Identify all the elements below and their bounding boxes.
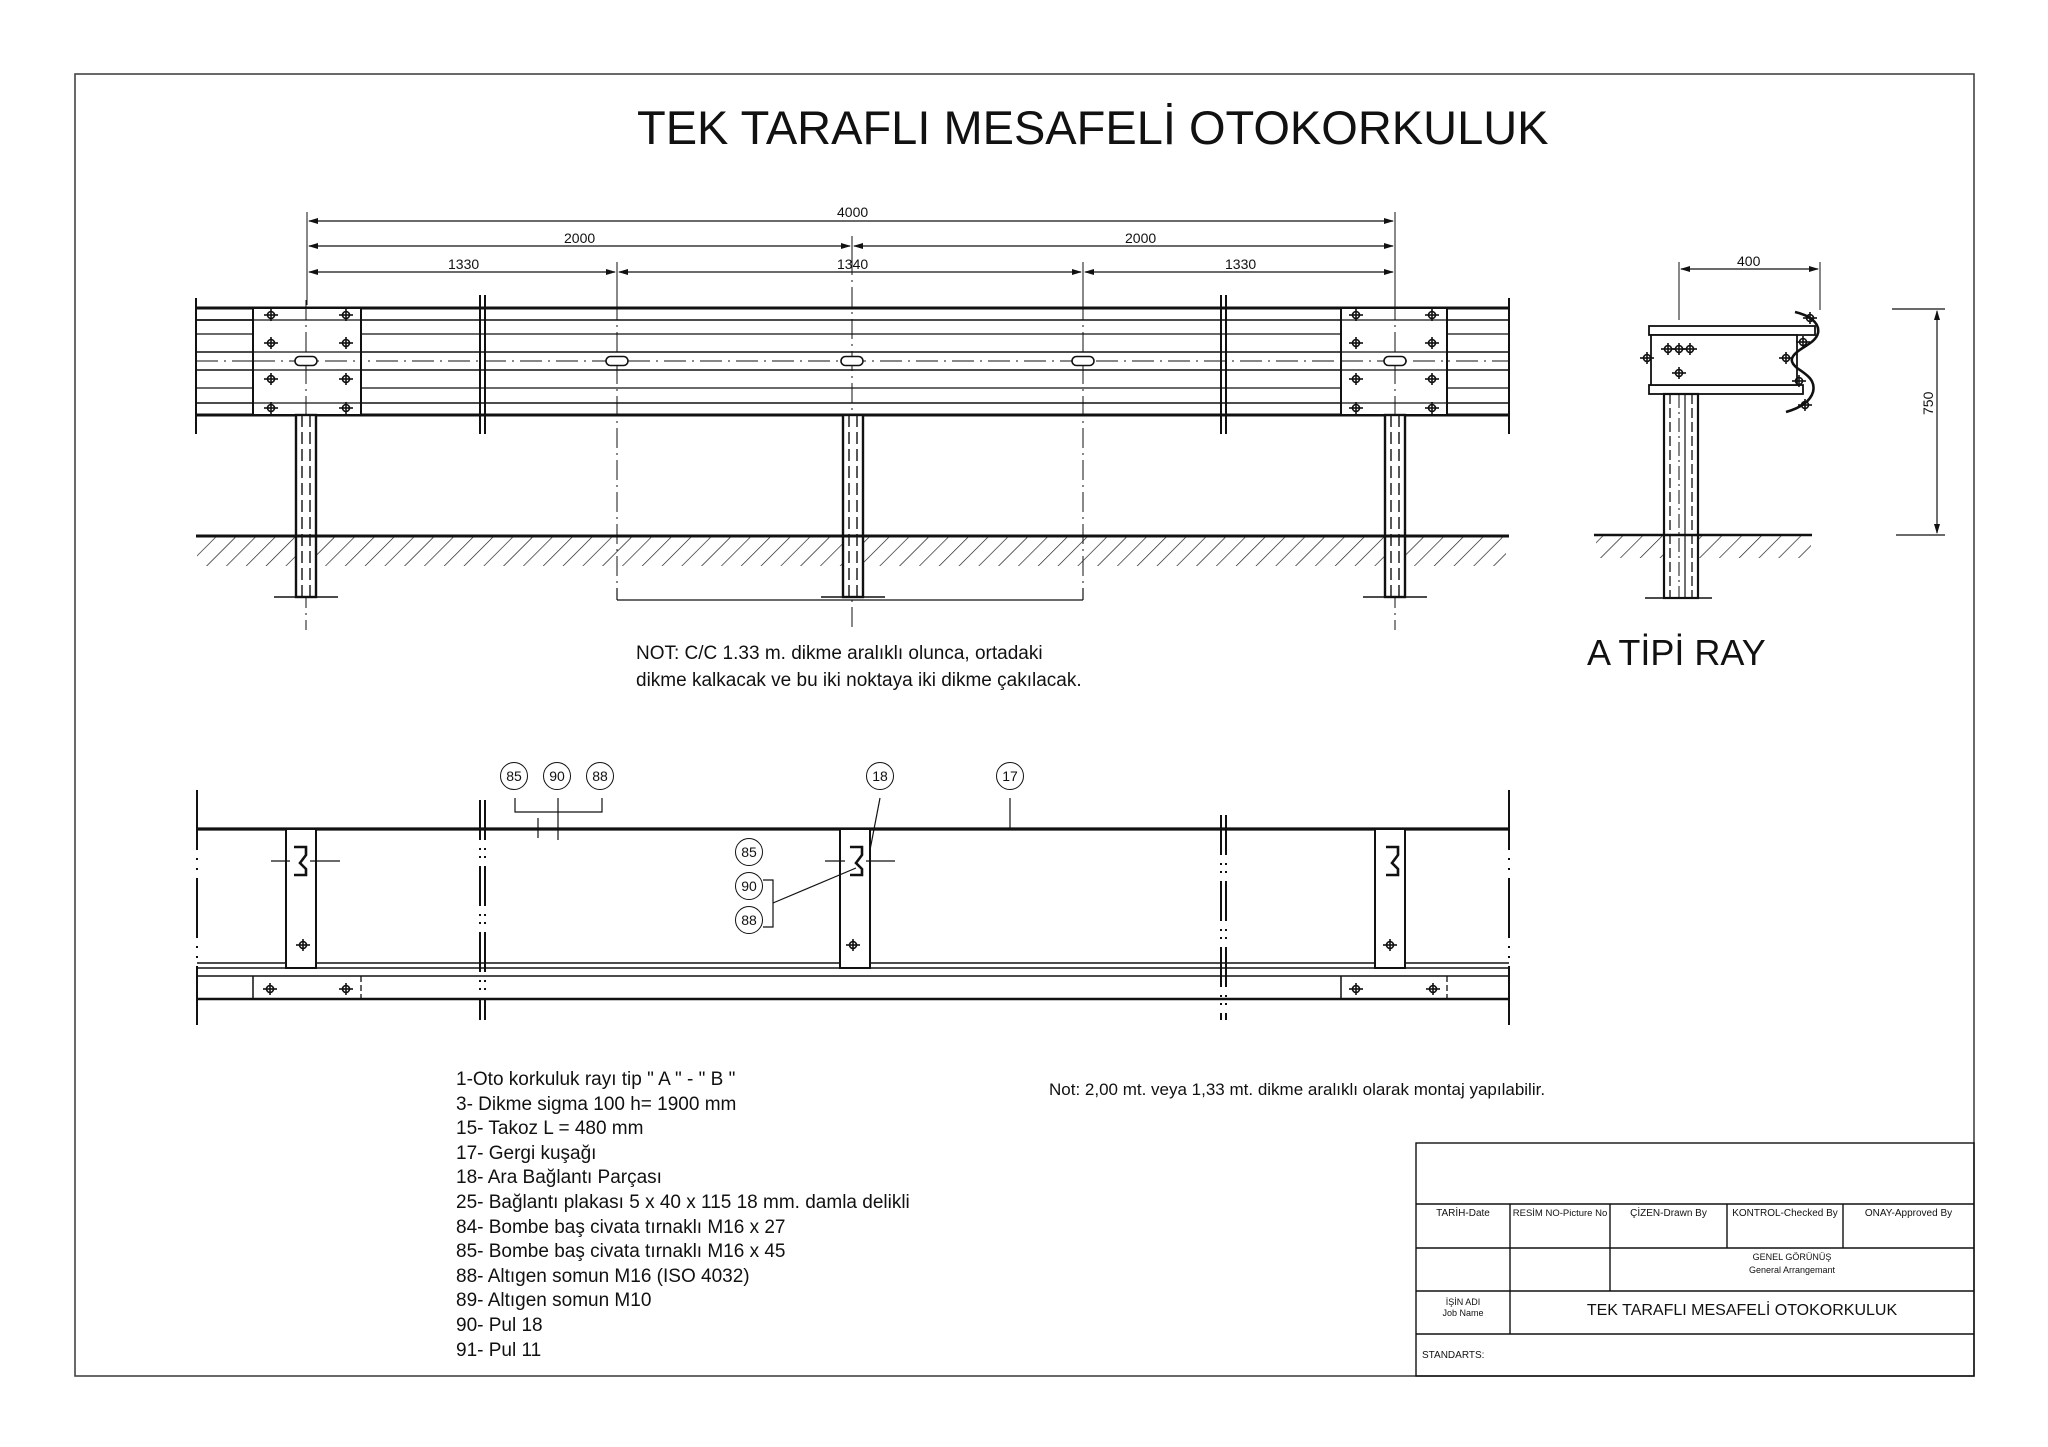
elevation-note bbox=[636, 640, 1082, 694]
parts-list-item: 3- Dikme sigma 100 h= 1900 mm bbox=[456, 1093, 737, 1115]
balloon-18: 18 bbox=[866, 762, 894, 790]
balloon-90-top: 90 bbox=[543, 762, 571, 790]
plan-view bbox=[197, 790, 1509, 1025]
parts-list-item: 17- Gergi kuşağı bbox=[456, 1142, 597, 1164]
title-block-date-label: TARİH-Date bbox=[1436, 1208, 1490, 1219]
drawing-title: TEK TARAFLI MESAFELİ OTOKORKULUK bbox=[637, 101, 1549, 154]
section-view bbox=[1594, 262, 1945, 598]
title-block-drawn-by-label: ÇİZEN-Drawn By bbox=[1630, 1208, 1707, 1219]
balloon-88-top: 88 bbox=[586, 762, 614, 790]
section-label: A TİPİ RAY bbox=[1587, 632, 1766, 673]
parts-list-item: 90- Pul 18 bbox=[456, 1314, 543, 1336]
dim-section-height: 750 bbox=[1920, 391, 1936, 415]
balloon-17: 17 bbox=[996, 762, 1024, 790]
parts-list-item: 18- Ara Bağlantı Parçası bbox=[456, 1167, 662, 1189]
title-block-job-name-label-tr: İŞİN ADI bbox=[1445, 1297, 1481, 1307]
elevation-view bbox=[196, 212, 1509, 630]
dim-seg-left: 1330 bbox=[448, 256, 480, 272]
parts-list-item: 1-Oto korkuluk rayı tip " A " - " B " bbox=[456, 1069, 736, 1090]
parts-list-item: 85- Bombe baş civata tırnaklı M16 x 45 bbox=[456, 1241, 786, 1263]
dim-half-left: 2000 bbox=[564, 230, 596, 246]
elevation-note-line-2: dikme kalkacak ve bu iki noktaya iki dikme çakılacak. bbox=[636, 670, 1082, 691]
title-block-standards-label: STANDARTS: bbox=[1422, 1350, 1485, 1361]
dim-section-width: 400 bbox=[1737, 253, 1761, 269]
mounting-note: Not: 2,00 mt. veya 1,33 mt. dikme aralıklı olarak montaj yapılabilir. bbox=[1049, 1080, 1546, 1099]
dim-seg-right: 1330 bbox=[1225, 256, 1257, 272]
parts-list-item: 84- Bombe baş civata tırnaklı M16 x 27 bbox=[456, 1216, 786, 1238]
balloon-90-side: 90 bbox=[735, 872, 763, 900]
post-left bbox=[274, 415, 338, 597]
parts-list-item: 89- Altıgen somun M10 bbox=[456, 1290, 652, 1312]
title-block-picture-no-label: RESİM NO-Picture No bbox=[1512, 1208, 1608, 1219]
elevation-note-line-1: NOT: C/C 1.33 m. dikme aralıklı olunca, ortadaki bbox=[636, 643, 1043, 664]
title-block-checked-by-label: KONTROL-Checked By bbox=[1732, 1208, 1838, 1219]
title-block-approved-by-label: ONAY-Approved By bbox=[1864, 1208, 1953, 1219]
title-block-view-type-tr: GENEL GÖRÜNÜŞ bbox=[1752, 1252, 1832, 1262]
dim-overall: 4000 bbox=[837, 204, 869, 220]
parts-list-item: 91- Pul 11 bbox=[456, 1339, 542, 1361]
post-right bbox=[1363, 415, 1427, 597]
parts-list-item: 25- Bağlantı plakası 5 x 40 x 115 18 mm. damla delikli bbox=[456, 1191, 910, 1213]
parts-list-item: 15- Takoz L = 480 mm bbox=[456, 1118, 644, 1140]
title-block-view-type-en: General Arrangemant bbox=[1748, 1265, 1836, 1275]
parts-list-item: 88- Altıgen somun M16 (ISO 4032) bbox=[456, 1265, 750, 1287]
balloon-85-side: 85 bbox=[735, 838, 763, 866]
dim-seg-middle: 1340 bbox=[837, 256, 869, 272]
balloon-85-top: 85 bbox=[500, 762, 528, 790]
parts-list bbox=[456, 1068, 910, 1363]
post-middle bbox=[821, 415, 885, 597]
title-block-job-name: TEK TARAFLI MESAFELİ OTOKORKULUK bbox=[1586, 1302, 1898, 1319]
title-block-job-name-label-en: Job Name bbox=[1442, 1308, 1484, 1318]
dim-half-right: 2000 bbox=[1125, 230, 1157, 246]
balloon-88-side: 88 bbox=[735, 906, 763, 934]
